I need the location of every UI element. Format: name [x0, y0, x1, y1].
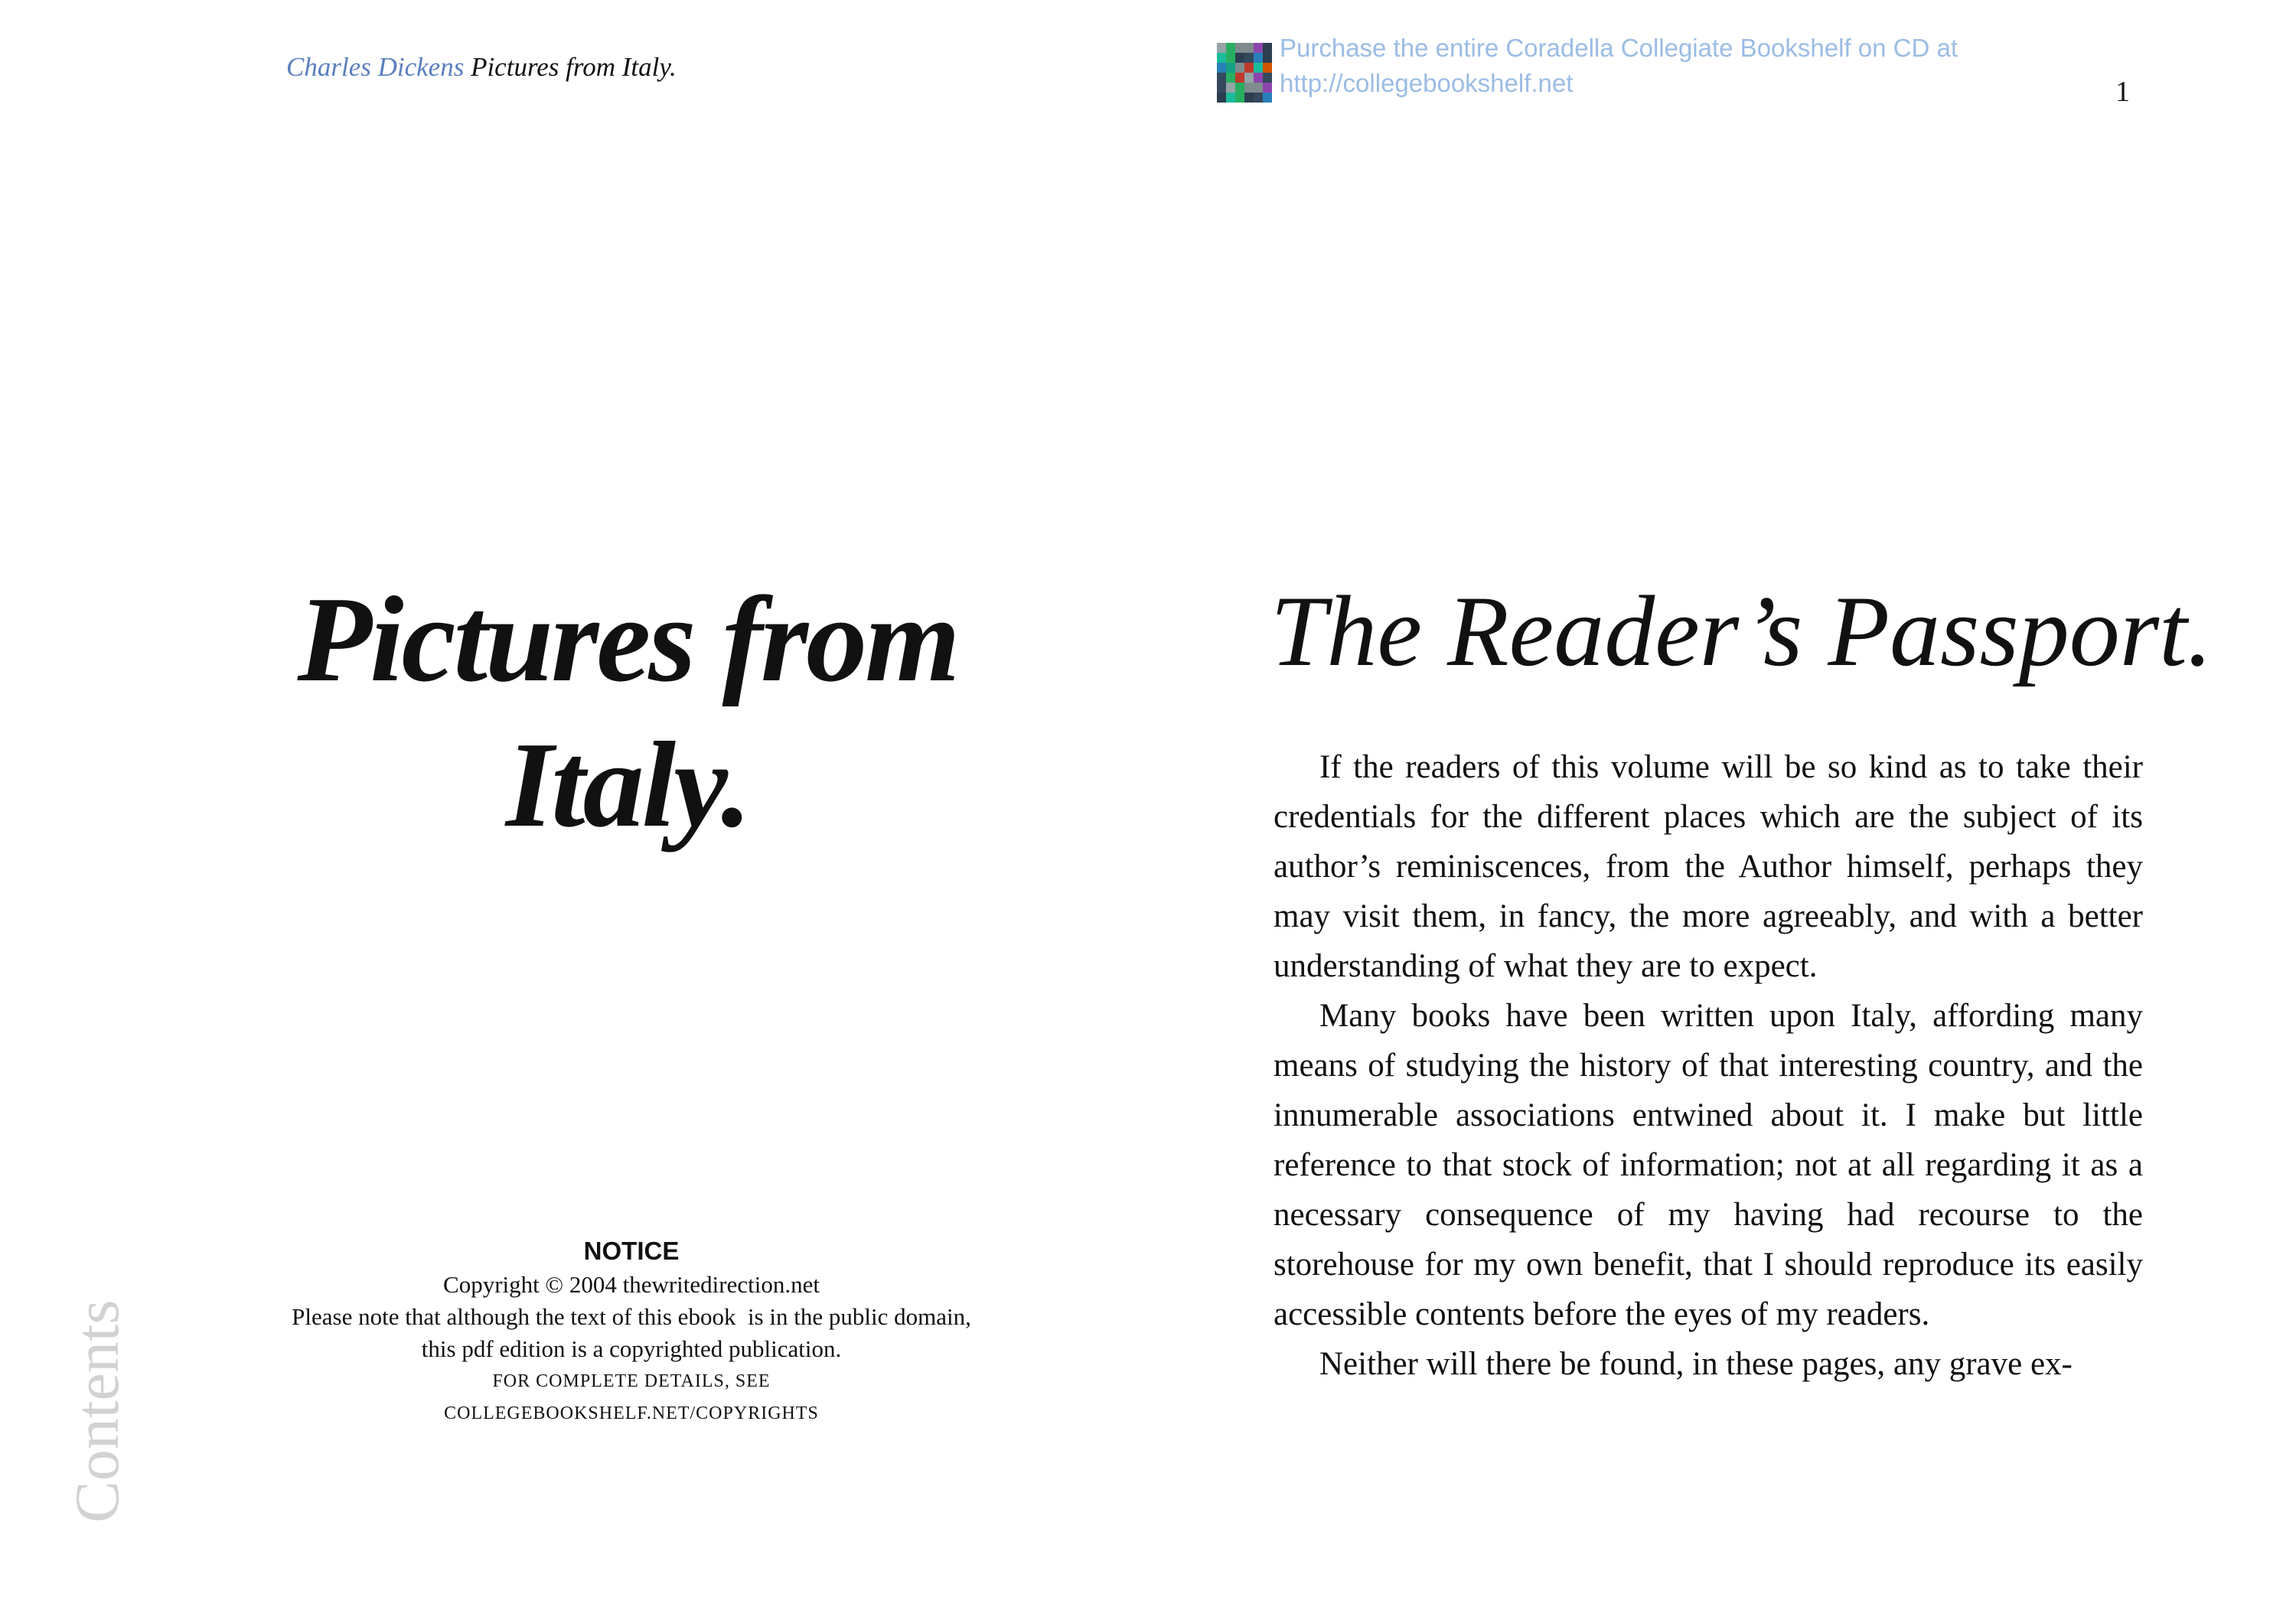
- running-book-title: Pictures from Italy.: [471, 52, 677, 82]
- book-title: [253, 566, 1003, 857]
- contents-tab-link[interactable]: Contents: [62, 1299, 132, 1523]
- notice-details: [191, 1365, 1071, 1429]
- notice-note-line-2: this pdf edition is a copyrighted publication.: [421, 1335, 842, 1362]
- notice-note-line-1: Please note that although the text of this ebook is in the public domain,: [292, 1303, 971, 1330]
- notice-heading: NOTICE: [583, 1237, 680, 1265]
- notice-note: [191, 1301, 1071, 1365]
- paragraph: Many books have been written upon Italy, affording many means of studying the history of that interesting country, and the innumerable associations entwined about it. I make but little reference to that stock of information; not at all regarding it as a necessary consequence of my having had recourse to the storehouse for my own benefit, that I should reproduce its easily accessible contents before the eyes of my readers.: [1274, 998, 2143, 1332]
- running-header: [286, 52, 677, 83]
- book-title-line-2: Italy.: [505, 716, 750, 852]
- promo-line-1: Purchase the entire Coradella Collegiate Bookshelf on CD at: [1280, 34, 1958, 62]
- chapter-heading: The Reader’s Passport.: [1270, 575, 2213, 687]
- page-number: 1: [2115, 76, 2130, 108]
- promo-line-2: http://collegebookshelf.net: [1280, 69, 1574, 97]
- paragraph: If the readers of this volume will be so kind as to take their credentials for the different places which are the subject of its author’s reminiscences, from the Author himself, perhaps they may visit them, in fancy, the more agreeably, and with a better understanding of what they are to expect.: [1274, 749, 2143, 984]
- copyright-notice: [191, 1234, 1071, 1429]
- notice-details-line-1: FOR COMPLETE DETAILS, SEE: [492, 1371, 771, 1391]
- body-text: [1274, 742, 2143, 1389]
- notice-details-line-2: COLLEGEBOOKSHELF.NET/COPYRIGHTS: [444, 1403, 819, 1423]
- paragraph: Neither will there be found, in these pages, any grave ex-: [1319, 1346, 2073, 1382]
- notice-copyright: Copyright © 2004 thewritedirection.net: [443, 1271, 820, 1298]
- bookshelf-thumbnail-icon[interactable]: [1217, 43, 1272, 103]
- author-link[interactable]: Charles Dickens: [286, 52, 465, 82]
- book-title-line-1: Pictures from: [297, 571, 958, 707]
- promo-link[interactable]: [1280, 31, 2007, 101]
